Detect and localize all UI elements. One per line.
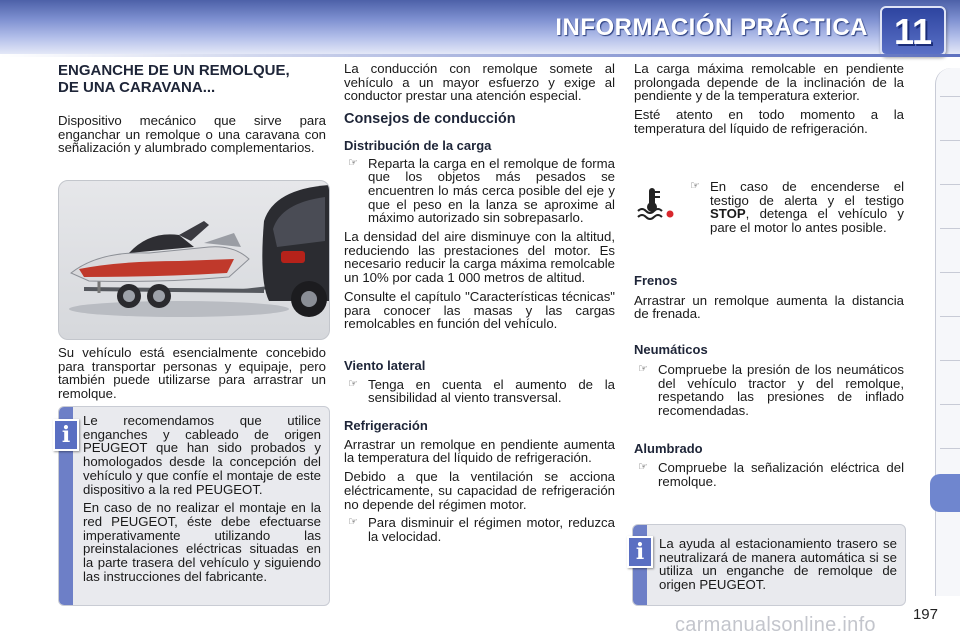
pointing-hand-icon: ☞ bbox=[348, 156, 358, 169]
tab-divider bbox=[940, 360, 960, 361]
title-line-1: ENGANCHE DE UN REMOLQUE, bbox=[58, 62, 290, 79]
column-1-lower bbox=[58, 346, 326, 406]
load-bullet-text: Reparta la carga en el remolque de forma que los objetos más pesados se encuentren lo más cerca posible del eje y que el peso en la lanza se aproxime al máximo autorizado sin sobrepasarlo. bbox=[368, 155, 615, 226]
page-title: INFORMACIÓN PRÁCTICA bbox=[555, 14, 868, 41]
tyres-bullet-text: Compruebe la presión de los neumáticos del vehículo tractor y del remolque, respetando las presiones de inflado recomendadas. bbox=[658, 361, 904, 418]
stop-label: STOP bbox=[710, 206, 746, 222]
slope-paragraph: La carga máxima remolcable en pendiente prolongada depende de la inclinación de la pendiente y de la temperatura exterior. bbox=[634, 61, 904, 104]
cooling-heading: Refrigeración bbox=[344, 418, 428, 434]
info-box-recommendation bbox=[58, 406, 330, 606]
coolant-warning-icon bbox=[636, 186, 676, 222]
tab-divider bbox=[940, 448, 960, 449]
tyres-bullet bbox=[634, 363, 904, 418]
info-paragraph-2: En caso de no realizar el montaje en la red PEUGEOT, éste debe efectuarse imperativamente utilizando las preinstalaciones eléctricas situadas en la parte trasera del vehículo y siguiendo las instrucciones del fabricante. bbox=[83, 500, 321, 584]
cooling-paragraph-1: Arrastrar un remolque en pendiente aumenta la temperatura del líquido de refrigeración. bbox=[344, 436, 615, 466]
pointing-hand-icon: ☞ bbox=[348, 516, 358, 529]
lights-bullet-text: Compruebe la señalización eléctrica del remolque. bbox=[658, 460, 904, 490]
pointing-hand-icon: ☞ bbox=[638, 362, 648, 375]
load-heading: Distribución de la carga bbox=[344, 137, 492, 153]
coolant-watch-paragraph: Esté atento en todo momento a la temperatura del líquido de refrigeración. bbox=[634, 107, 904, 136]
trailer-illustration-svg bbox=[59, 181, 329, 339]
cooling-paragraph-2: Debido a que la ventilación se acciona eléctricamente, su capacidad de refrigeración no depende del régimen motor. bbox=[344, 469, 615, 512]
tab-divider bbox=[940, 316, 960, 317]
wind-bullet bbox=[344, 378, 615, 405]
warning-text-before: En caso de encenderse el testigo de alerta y el testigo bbox=[710, 179, 904, 208]
chapter-badge bbox=[880, 6, 946, 56]
info-box-text bbox=[83, 414, 321, 588]
intro-paragraph: Dispositivo mecánico que sirve para enganchar un remolque o una caravana con señalización y alumbrado complementarios. bbox=[58, 113, 326, 156]
pointing-hand-icon: ☞ bbox=[348, 377, 358, 390]
column-2 bbox=[344, 62, 615, 549]
info-paragraph-1: Le recomendamos que utilice enganches y cableado de origen PEUGEOT que han sido probados y homologados desde la concepción del vehículo y que confíe el montaje de este dispositivo a la red PEUGEOT. bbox=[83, 413, 321, 497]
title-line-2: DE UNA CARAVANA... bbox=[58, 79, 216, 96]
tab-divider bbox=[940, 184, 960, 185]
tyres-heading: Neumáticos bbox=[634, 342, 708, 358]
coolant-temperature-icon bbox=[636, 186, 676, 222]
header-band bbox=[0, 0, 960, 54]
wind-bullet-text: Tenga en cuenta el aumento de la sensibilidad al viento transversal. bbox=[368, 376, 615, 406]
brakes-text: Arrastrar un remolque aumenta la distancia de frenada. bbox=[634, 292, 904, 322]
watermark: carmanualsonline.info bbox=[675, 614, 876, 636]
page-number: 197 bbox=[912, 606, 938, 623]
pointing-hand-icon: ☞ bbox=[690, 180, 700, 192]
chapter-number: 11 bbox=[893, 11, 933, 52]
column-1 bbox=[58, 62, 326, 160]
towing-intro: La conducción con remolque somete al vehículo a un mayor esfuerzo y exige al conductor prestar una atención especial. bbox=[344, 61, 615, 104]
section-title bbox=[58, 62, 326, 96]
lights-bullet bbox=[634, 461, 904, 488]
air-density-paragraph: La densidad del aire disminuye con la altitud, reduciendo las prestaciones del motor. Es necesario reducir la carga máxima remolcable un 10% por cada 1 000 metros de altitud. bbox=[344, 229, 615, 286]
tab-divider bbox=[940, 228, 960, 229]
info-box-parking-aid bbox=[632, 524, 906, 606]
active-chapter-tab[interactable] bbox=[930, 474, 960, 512]
tab-divider bbox=[940, 96, 960, 97]
brakes-heading: Frenos bbox=[634, 273, 678, 288]
consult-paragraph: Consulte el capítulo "Características técnicas" para conocer las masas y las cargas remolcables en función del vehículo. bbox=[344, 288, 615, 332]
info-icon: i bbox=[627, 536, 653, 568]
jetski-trailer-illustration bbox=[58, 180, 330, 340]
tab-divider bbox=[940, 404, 960, 405]
warning-text-after: , detenga el vehículo y pare el motor lo antes posible. bbox=[710, 206, 904, 236]
column-3-lower bbox=[634, 274, 904, 494]
cooling-bullet-text: Para disminuir el régimen motor, reduzca la velocidad. bbox=[368, 515, 615, 544]
lights-heading: Alumbrado bbox=[634, 440, 703, 456]
load-bullet bbox=[344, 157, 615, 226]
tab-divider bbox=[940, 140, 960, 141]
driving-advice-heading: Consejos de conducción bbox=[344, 111, 516, 128]
info-icon: i bbox=[53, 419, 79, 451]
column-3-warning bbox=[686, 180, 904, 240]
chapter-side-tabs bbox=[935, 68, 960, 596]
wind-heading: Viento lateral bbox=[344, 357, 426, 373]
tab-divider bbox=[940, 272, 960, 273]
cooling-bullet bbox=[344, 516, 615, 543]
column-3 bbox=[634, 62, 904, 141]
parking-aid-text: La ayuda al estacionamiento trasero se neutralizará de manera automática si se utiliza un enganche de remolque de origen PEUGEOT. bbox=[659, 536, 897, 593]
usage-paragraph: Su vehículo está esencialmente concebido para transportar personas y equipaje, pero también puede utilizarse para arrastrar un remolque. bbox=[58, 345, 326, 402]
header-stripe bbox=[0, 54, 960, 57]
warning-bullet bbox=[686, 180, 904, 235]
pointing-hand-icon: ☞ bbox=[638, 461, 648, 474]
